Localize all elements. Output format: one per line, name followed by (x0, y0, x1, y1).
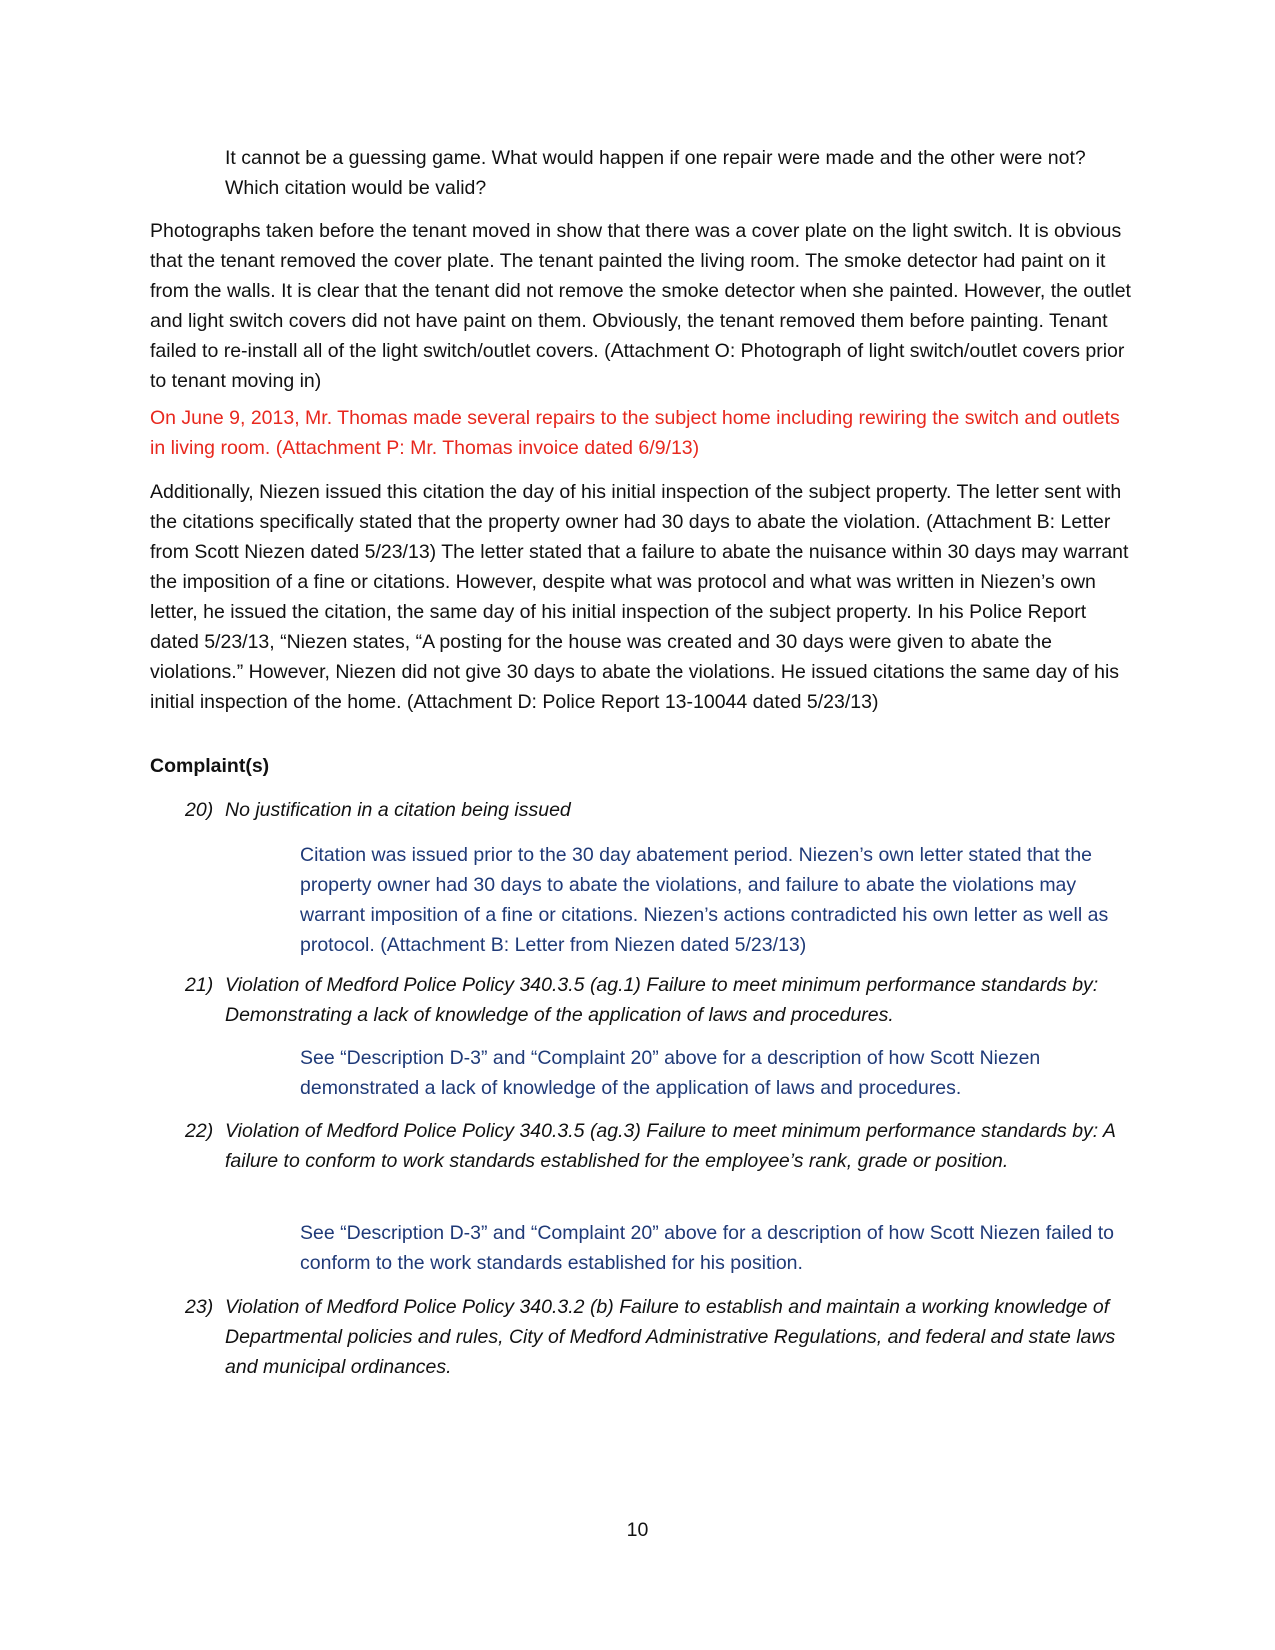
complaint-number: 20) (185, 799, 214, 821)
complaints-heading: Complaint(s) (150, 755, 270, 777)
page-number: 10 (626, 1519, 649, 1541)
complaint-text: Violation of Medford Police Policy 340.3.5 (ag.1) Failure to meet minimum performance standards by: Demonstrating a lack of knowledge of the application of laws and procedures. (225, 974, 1099, 1026)
complaint-response: Citation was issued prior to the 30 day abatement period. Niezen’s own letter stated that the property owner had 30 days to abate the violations, and failure to abate the violations may warrant imposition of a fine or citations. Niezen’s actions contradicted his own letter as well as protocol. (Attachment B: Letter from Niezen dated 5/23/13) (300, 844, 1109, 956)
complaint-number: 21) (185, 974, 214, 996)
photographs-paragraph: Photographs taken before the tenant moved in show that there was a cover plate on the light switch. It is obvious that the tenant removed the cover plate. The tenant painted the living room. The smoke detector had paint on it from the walls. It is clear that the tenant did not remove the smoke detector when she painted. However, the outlet and light switch covers did not have paint on them. Obviously, the tenant removed them before painting. Tenant failed to re-install all of the light switch/outlet covers. (Attachment O: Photograph of light switch/outlet covers prior to tenant moving in) (150, 220, 1131, 392)
intro-continuation-paragraph: It cannot be a guessing game. What would happen if one repair were made and the other were not? Which citation would be valid? (225, 147, 1086, 199)
complaint-response: See “Description D-3” and “Complaint 20” above for a description of how Scott Niezen demonstrated a lack of knowledge of the application of laws and procedures. (300, 1047, 1041, 1099)
complaint-text: Violation of Medford Police Policy 340.3.5 (ag.3) Failure to meet minimum performance standards by: A failure to conform to work standards established for the employee’s rank, grade or position. (225, 1120, 1116, 1172)
complaint-text: Violation of Medford Police Policy 340.3.2 (b) Failure to establish and maintain a working knowledge of Departmental policies and rules, City of Medford Administrative Regulations, and federal and state laws and municipal ordinances. (225, 1296, 1116, 1378)
complaint-item (185, 795, 1130, 825)
additionally-paragraph: Additionally, Niezen issued this citation the day of his initial inspection of the subject property. The letter sent with the citations specifically stated that the property owner had 30 days to abate the violation. (Attachment B: Letter from Scott Niezen dated 5/23/13) The letter stated that a failure to abate the nuisance within 30 days may warrant the imposition of a fine or citations. However, despite what was protocol and what was written in Niezen’s own letter, he issued the citation, the same day of his initial inspection of the subject property. In his Police Report dated 5/23/13, “Niezen states, “A posting for the house was created and 30 days were given to abate the violations.” However, Niezen did not give 30 days to abate the violations. He issued citations the same day of his initial inspection of the home. (Attachment D: Police Report 13-10044 dated 5/23/13) (150, 481, 1129, 713)
complaint-item (185, 970, 1130, 1030)
complaint-number: 23) (185, 1296, 214, 1318)
complaint-text: No justification in a citation being issued (225, 799, 571, 821)
complaint-number: 22) (185, 1120, 214, 1142)
complaint-item (185, 1116, 1130, 1176)
complaint-item (185, 1292, 1130, 1382)
repairs-paragraph: On June 9, 2013, Mr. Thomas made several repairs to the subject home including rewiring the switch and outlets in living room. (Attachment P: Mr. Thomas invoice dated 6/9/13) (150, 407, 1120, 459)
complaint-response: See “Description D-3” and “Complaint 20” above for a description of how Scott Niezen failed to conform to the work standards established for his position. (300, 1222, 1114, 1274)
